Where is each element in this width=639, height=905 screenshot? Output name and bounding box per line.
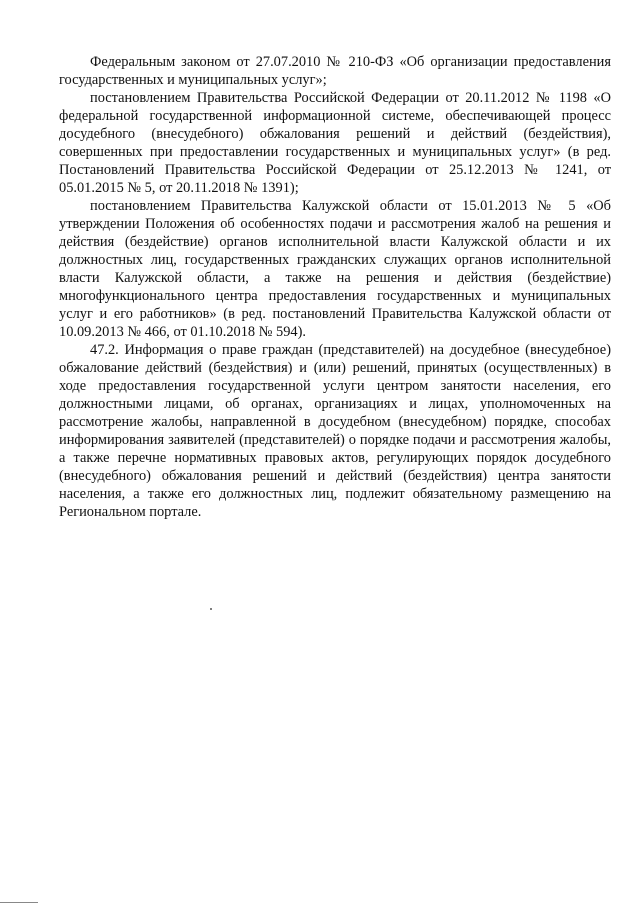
- paragraph-kaluga-decree-5: постановлением Правительства Калужской области от 15.01.2013 № 5 «Об утверждении Положения об особенностях подачи и рассмотрения жалоб на решения и действия (бездействие) органов исполнительной власти Калужской области и их должностных лиц, государственных гражданских служащих органов исполнительной власти Калужской области, а также на решения и действия (бездействие) многофункционального центра предоставления государственных и муниципальных услуг и его работников» (в ред. постановлений Правительства Калужской области от 10.09.2013 № 466, от 01.10.2018 № 594).: [59, 198, 611, 340]
- paragraph-government-decree-1198: постановлением Правительства Российской Федерации от 20.11.2012 № 1198 «О федеральной государственной информационной системе, обеспечивающей процесс досудебного (внесудебного) обжалования решений и действий (бездействия), совершенных при предоставлении государственных и муниципальных услуг» (в ред. Постановлений Правительства Российской Федерации от 25.12.2013 № 1241, от 05.01.2015 № 5, от 20.11.2018 № 1391);: [59, 90, 611, 196]
- scan-speck: [210, 608, 212, 610]
- paragraph-47-2-information: 47.2. Информация о праве граждан (представителей) на досудебное (внесудебное) обжалование действий (бездействия) и (или) решений, принятых (осуществленных) в ходе предоставления государственной услуги центром занятости населения, его должностными лицами, об органах, организациях и лицах, уполномоченных на рассмотрение жалобы, направленной в досудебном (внесудебном) порядке, способах информирования заявителей (представителей) о порядке подачи и рассмотрения жалобы, а также перечне нормативных правовых актов, регулирующих порядок досудебного (внесудебного) обжалования решений и действий (бездействия) центра занятости населения, а также его должностных лиц, подлежит обязательному размещению на Региональном портале.: [59, 342, 611, 520]
- scan-edge-mark: [0, 902, 38, 903]
- document-body: [59, 53, 611, 521]
- paragraph-federal-law-210: Федеральным законом от 27.07.2010 № 210-ФЗ «Об организации предоставления государственных и муниципальных услуг»;: [59, 54, 611, 88]
